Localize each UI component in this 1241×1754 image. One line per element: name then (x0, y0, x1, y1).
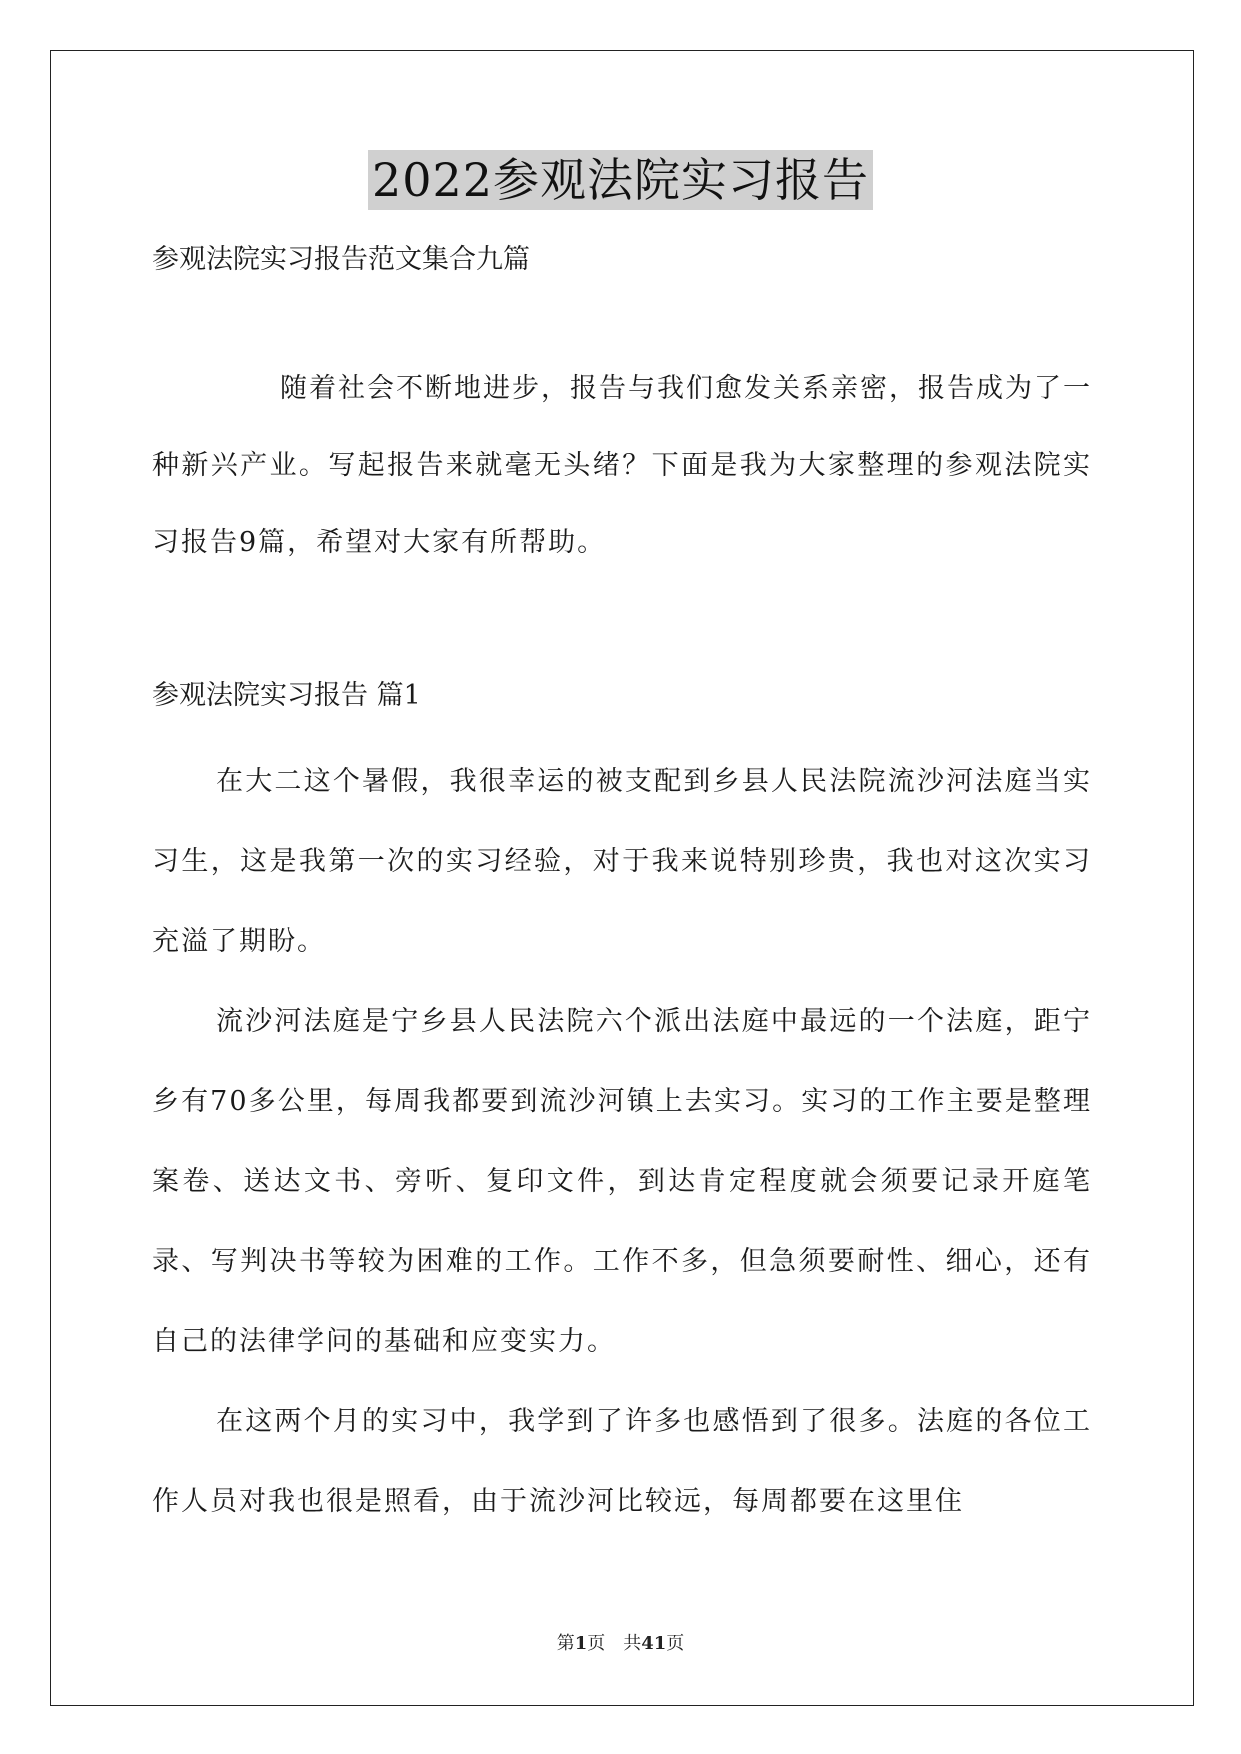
intro-paragraph: 随着社会不断地进步，报告与我们愈发关系亲密，报告成为了一种新兴产业。写起报告来就毫无头绪？下面是我为大家整理的参观法院实习报告9篇，希望对大家有所帮助。 (152, 373, 1092, 558)
paragraph-1: 在大二这个暑假，我很幸运的被支配到乡县人民法院流沙河法庭当实习生，这是我第一次的实习经验，对于我来说特别珍贵，我也对这次实习充溢了期盼。 (152, 766, 1092, 957)
body-text (152, 742, 1092, 1542)
title-wrap (0, 150, 1241, 210)
paragraph-2: 流沙河法庭是宁乡县人民法院六个派出法庭中最远的一个法庭，距宁乡有70多公里，每周我都要到流沙河镇上去实习。实习的工作主要是整理案卷、送达文书、旁听、复印文件，到达肯定程度就会须要记录开庭笔录、写判决书等较为困难的工作。工作不多，但急须要耐性、细心，还有自己的法律学问的基础和应变实力。 (152, 1006, 1092, 1357)
section-heading: 参观法院实习报告 篇1 (152, 680, 421, 711)
footer-middle: 页 共 (587, 1633, 642, 1654)
page-footer (0, 1632, 1241, 1656)
document-subtitle: 参观法院实习报告范文集合九篇 (152, 244, 530, 275)
paragraph-3: 在这两个月的实习中，我学到了许多也感悟到了很多。法庭的各位工作人员对我也很是照看，由于流沙河比较远，每周都要在这里住 (152, 1406, 1092, 1517)
footer-prefix: 第 (556, 1633, 575, 1654)
footer-total-pages: 41 (641, 1633, 667, 1654)
document-title: 2022参观法院实习报告 (368, 150, 873, 210)
footer-current-page: 1 (574, 1633, 588, 1654)
footer-suffix: 页 (666, 1633, 685, 1654)
